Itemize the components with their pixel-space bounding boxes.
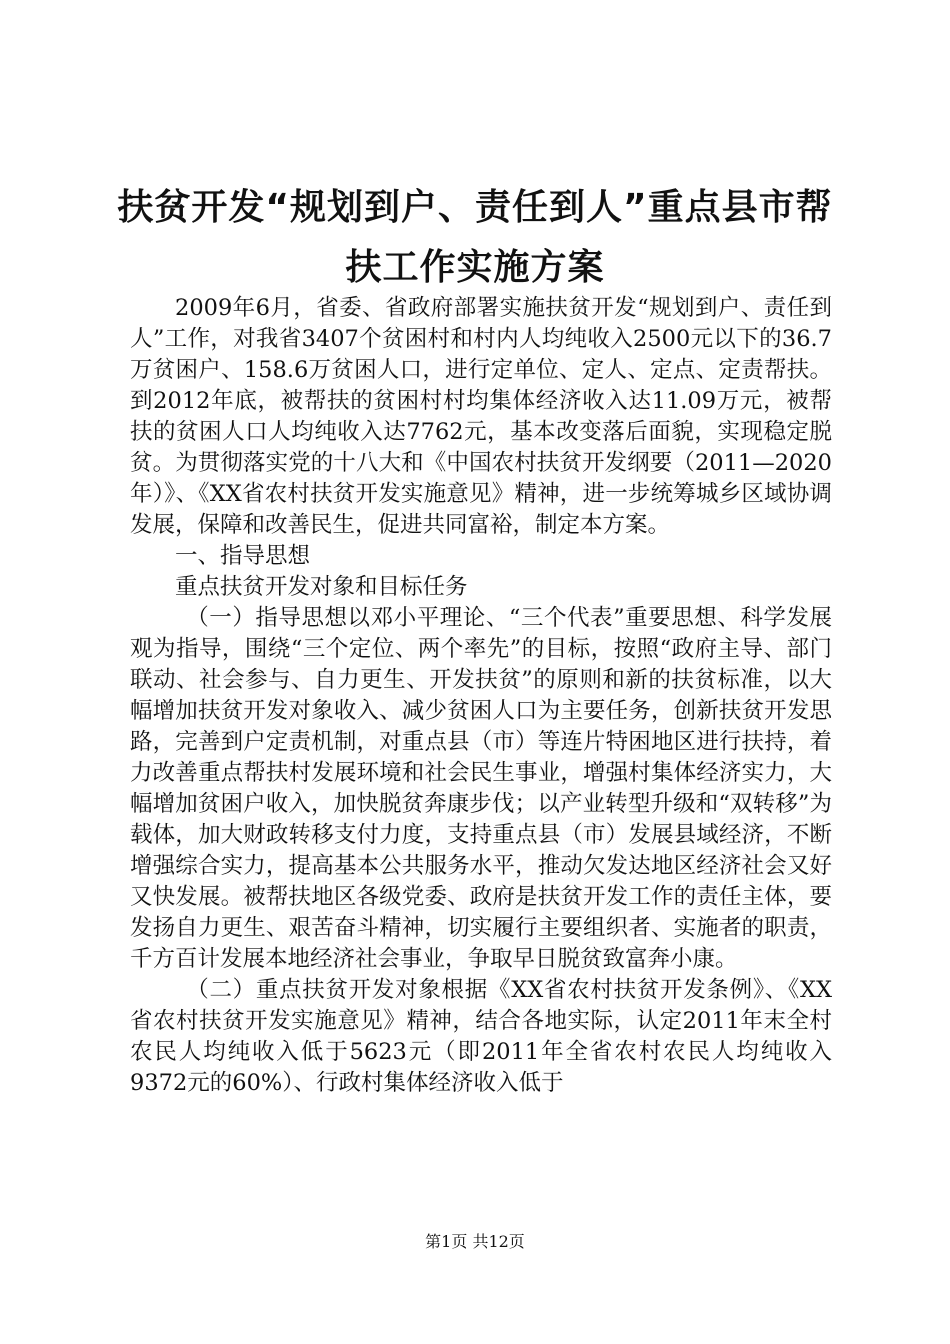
paragraph-intro: 2009年6月，省委、省政府部署实施扶贫开发“规划到户、责任到人”工作，对我省3407个贫困村和村内人均纯收入2500元以下的36.7万贫困户、158.6万贫困人口，进行定单位、定人、定点、定责帮扶。到2012年底，被帮扶的贫困村村均集体经济收入达11.09万元，被帮扶的贫困人口人均纯收入达7762元，基本改变落后面貌，实现稳定脱贫。为贯彻落实党的十八大和《中国农村扶贫开发纲要（2011—2020年）》、《XX省农村扶贫开发实施意见》精神，进一步统筹城乡区域协调发展，保障和改善民生，促进共同富裕，制定本方案。 bbox=[130, 295, 832, 538]
document-body bbox=[130, 293, 832, 1099]
section-heading-targets: 重点扶贫开发对象和目标任务 bbox=[175, 574, 468, 600]
page-number-footer: 第1页 共12页 bbox=[425, 1232, 525, 1251]
paragraph-key-targets: （二）重点扶贫开发对象根据《XX省农村扶贫开发条例》、《XX省农村扶贫开发实施意见》精神，结合各地实际，认定2011年末全村农民人均纯收入低于5623元（即2011年全省农村农民人均纯收入9372元的60%）、行政村集体经济收入低于 bbox=[130, 977, 832, 1096]
document-title-line-2: 扶工作实施方案 bbox=[345, 247, 605, 288]
section-heading-guiding-ideology: 一、指导思想 bbox=[175, 543, 311, 569]
document-title-line-1: 扶贫开发“规划到户、责任到人”重点县市帮 bbox=[117, 187, 833, 228]
paragraph-guiding-ideology: （一）指导思想以邓小平理论、“三个代表”重要思想、科学发展观为指导，围绕“三个定位、两个率先”的目标，按照“政府主导、部门联动、社会参与、自力更生、开发扶贫”的原则和新的扶贫标准，以大幅增加扶贫开发对象收入、减少贫困人口为主要任务，创新扶贫开发思路，完善到户定责机制，对重点县（市）等连片特困地区进行扶持，着力改善重点帮扶村发展环境和社会民生事业，增强村集体经济实力，大幅增加贫困户收入，加快脱贫奔康步伐；以产业转型升级和“双转移”为载体，加大财政转移支付力度，支持重点县（市）发展县域经济，不断增强综合实力，提高基本公共服务水平，推动欠发达地区经济社会又好又快发展。被帮扶地区各级党委、政府是扶贫开发工作的责任主体，要发扬自力更生、艰苦奋斗精神，切实履行主要组织者、实施者的职责，千方百计发展本地经济社会事业，争取早日脱贫致富奔小康。 bbox=[130, 605, 832, 972]
